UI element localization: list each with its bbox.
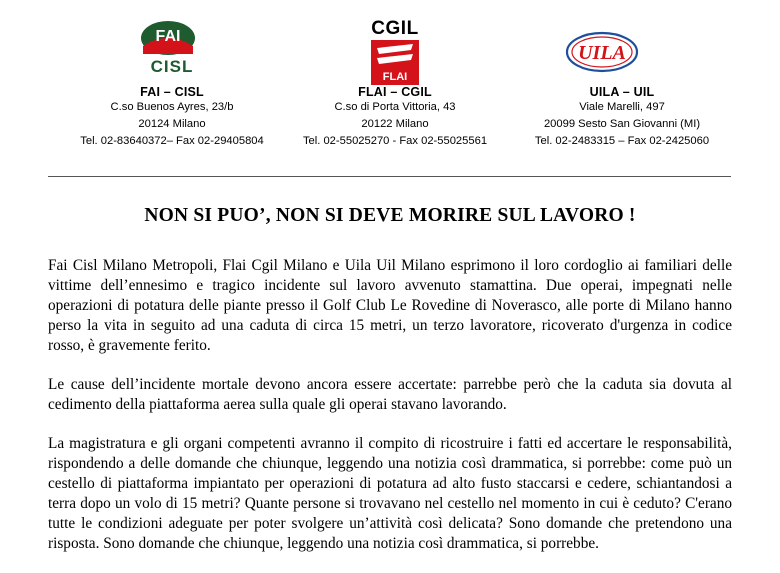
org-uila-uil [502,0,742,150]
letterhead [0,0,780,150]
document-body [48,256,732,573]
fai-logo-icon [139,16,197,56]
cgil-logo-text: CGIL [371,18,419,39]
header-divider [48,176,731,177]
flai-logo-text: FLAI [382,71,408,83]
org-name: FLAI – CGIL [358,85,432,99]
paragraph-3: La magistratura e gli organi competenti avranno il compito di ricostruire i fatti ed accertare le responsabilità, rispondendo a delle domande che chiunque, leggendo una notizia così drammatica, si porrebbe: come può un cestello di piattaforma impiantato per operazioni di potatura ad alto fusto staccarsi e cedere, schiantandosi a terra dopo un volo di 15 metri? Quante persone si trovavano nel cestello nel momento in cui è ceduto? C'erano tutte le condizioni adeguate per poter svolgere un’attività così delicata? Sono domande che pretendono una risposta. Sono domande che chiunque, leggendo una notizia così drammatica, si porrebbe. [48,435,732,552]
uila-logo-text: UILA [578,42,626,64]
flai-logo-icon [371,40,419,85]
flai-cgil-logo [275,0,515,82]
uila-logo [502,0,742,82]
org-city: 20122 Milano [361,118,429,130]
org-phone: Tel. 02-55025270 - Fax 02-55025561 [302,135,488,147]
org-flai-cgil [275,0,515,150]
fai-logo-text: FAI [155,28,181,45]
org-name: FAI – CISL [140,85,204,99]
fai-cisl-logo [52,0,292,82]
org-name: UILA – UIL [589,85,655,99]
paragraph-1: Fai Cisl Milano Metropoli, Flai Cgil Milano e Uila Uil Milano esprimono il loro cordoglio ai familiari delle vittime dell’ennesimo e tragico incidente sul lavoro avvenuto stamattina. Due operai, impegnati nelle operazioni di potatura delle piante presso il Golf Club Le Rovedine di Noverasco, alle porte di Milano hanno perso la vita in seguito ad una caduta di circa 15 metri, un terzo lavoratore, ricoverato d'urgenza in codice rosso, è gravemente ferito. [48,257,732,354]
org-city: 20099 Sesto San Giovanni (MI) [543,118,701,130]
document-title: NON SI PUO’, NON SI DEVE MORIRE SUL LAVORO ! [144,205,636,226]
org-phone: Tel. 02-2483315 – Fax 02-2425060 [534,135,710,147]
org-phone: Tel. 02-83640372– Fax 02-29405804 [80,135,264,147]
paragraph-2: Le cause dell’incidente mortale devono ancora essere accertate: parrebbe però che la caduta sia dovuta al cedimento della piattaforma aerea sulla quale gli operai stavano lavorando. [48,376,732,413]
uila-logo-icon [564,30,640,74]
org-city: 20124 Milano [138,118,206,130]
cisl-logo-text: CISL [150,57,194,76]
org-address: C.so Buenos Ayres, 23/b [110,101,234,113]
org-address: C.so di Porta Vittoria, 43 [334,101,456,113]
org-address: Viale Marelli, 497 [579,101,665,113]
org-fai-cisl [52,0,292,150]
